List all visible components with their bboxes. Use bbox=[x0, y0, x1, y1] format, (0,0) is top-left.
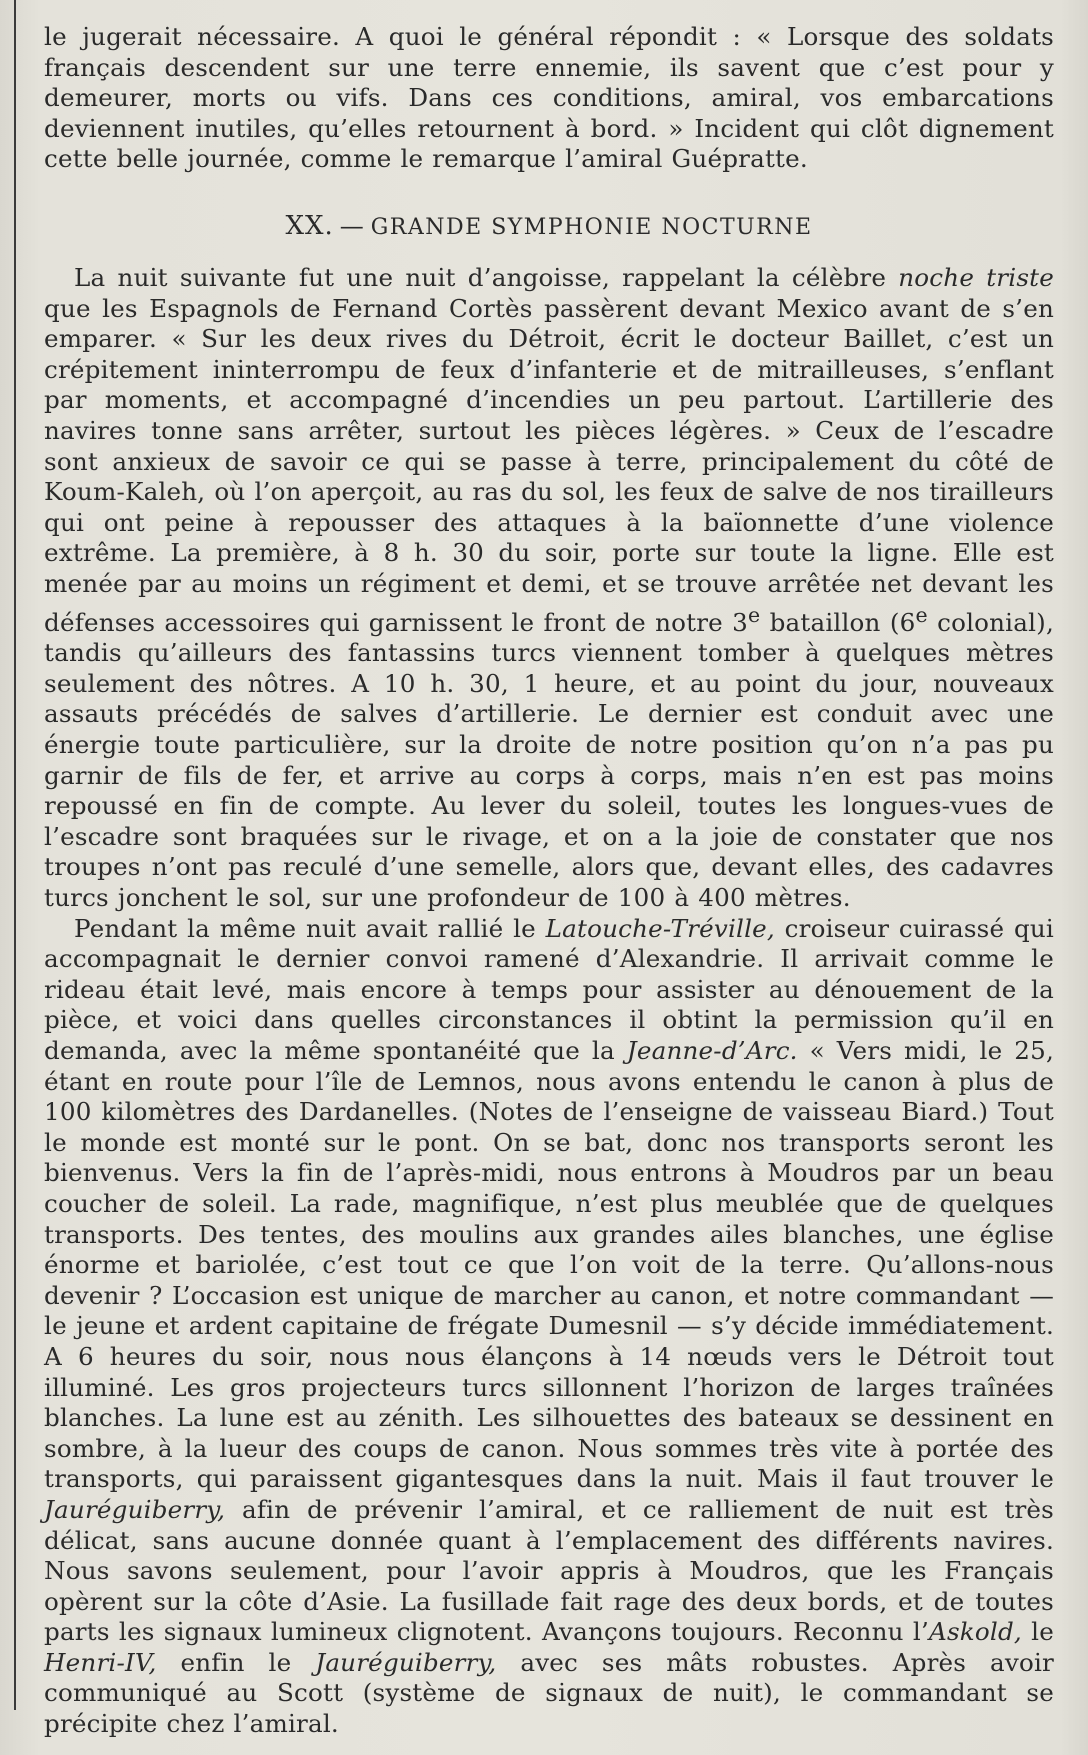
text-run: colonial), tandis qu’ailleurs des fantassins turcs viennent tomber à quelques mètres seulement des nôtres. A 10 h. 30, 1 heure, et au point du jour, nouveaux assauts précédés de salves d’artillerie. Le dernier est conduit avec une énergie toute particulière, sur la droite de notre position qu’on n’a pas pu garnir de fils de fer, et arrive au corps à corps, mais n’en est pas moins repoussé en fin de compte. Au lever du soleil, toutes les longues-vues de l’escadre sont braquées sur le rivage, et on a la joie de constater que nos troupes n’ont pas reculé d’une semelle, alors que, devant elles, des cadavres turcs jonchent le sol, sur une profondeur de 100 à 400 mètres. bbox=[44, 607, 1054, 913]
text-column bbox=[44, 22, 1054, 1740]
text-run: que les Espagnols de Fernand Cortès passèrent devant Mexico avant de s’en emparer. « Sur les deux rives du Détroit, écrit le docteur Baillet, c’est un crépitement ininterrompu de feux d’infanterie et de mitrailleuses, s’enflant par moments, et accompagné d’incendies un peu partout. L’artillerie des navires tonne sans arrêter, surtout les pièces légères. » Ceux de l’escadre sont anxieux de savoir ce qui se passe à terre, principalement du côté de Koum-Kaleh, où l’on aperçoit, au ras du sol, les feux de salve de nos tirailleurs qui ont peine à repousser des attaques à la baïonnette d’une violence extrême. La première, à 8 h. 30 du soir, porte sur toute la ligne. Elle est menée par au moins un régiment et demi, et se trouve arrêtée net devant les défenses accessoires qui garnissent le front de notre 3 bbox=[44, 293, 1054, 637]
text-run: croiseur cuirassé qui accompagnait le dernier convoi ramené d’Alexandrie. Il arrivait comme le rideau était levé, mais encore à temps pour assister au dénouement de la pièce, et voici dans quelles circonstances il obtint la permission qu’il en demanda, avec la même spontanéité que la bbox=[44, 913, 1054, 1065]
superscript: e bbox=[915, 602, 928, 627]
text-run: avec ses mâts robustes. Après avoir communiqué au Scott (système de signaux de nuit), le commandant se précipite chez l’amiral. bbox=[44, 1647, 1055, 1739]
italic-run: Askold, bbox=[929, 1617, 1022, 1647]
left-margin-rule bbox=[14, 0, 16, 1710]
text-run: afin de prévenir l’amiral, et ce ralliement de nuit est très délicat, sans aucune donnée quant à l’emplacement des différents navires. Nous savons seulement, pour l’avoir appris à Moudros, que les Français opèrent sur la côte d’Asie. La fusillade fait rage des deux bords, et de toutes parts les signaux lumineux clignotent. Avançons toujours. Reconnu l’ bbox=[44, 1494, 1054, 1647]
text-run: le bbox=[1021, 1617, 1054, 1647]
section-number: XX. bbox=[285, 210, 334, 241]
superscript: e bbox=[748, 602, 761, 627]
italic-run: Jeanne-d’Arc. bbox=[626, 1036, 798, 1065]
section-dash: — bbox=[339, 211, 365, 240]
text-run: bataillon (6 bbox=[760, 607, 916, 637]
section-title: GRANDE SYMPHONIE NOCTURNE bbox=[370, 214, 813, 240]
italic-run: Henri-IV, bbox=[44, 1647, 157, 1677]
text-run: Pendant la même nuit avait rallié le bbox=[74, 913, 546, 943]
italic-run: noche triste bbox=[898, 262, 1054, 292]
italic-run: Latouche-Tréville, bbox=[545, 913, 775, 943]
paragraph-night-of-anguish bbox=[44, 263, 1054, 914]
section-heading bbox=[44, 211, 1054, 241]
text-run: La nuit suivante fut une nuit d’angoisse, rappelant la célèbre bbox=[74, 262, 899, 292]
text-run: « Vers midi, le 25, étant en route pour l’île de Lemnos, nous avons entendu le canon à plus de 100 kilomètres des Dardanelles. (Notes de l’enseigne de vaisseau Biard.) Tout le monde est monté sur le pont. On se bat, donc nos transports seront les bienvenus. Vers la fin de l’après-midi, nous entrons à Moudros par un beau coucher de soleil. La rade, magnifique, n’est plus meublée que de quelques transports. Des tentes, des moulins aux grandes ailes blanches, une église énorme et bariolée, c’est tout ce que l’on voit de la terre. Qu’allons-nous devenir ? L’occasion est unique de marcher au canon, et notre commandant — le jeune et ardent capitaine de frégate Dumesnil — s’y décide immédiatement. A 6 heures du soir, nous nous élançons à 14 nœuds vers le Détroit tout illuminé. Les gros projecteurs turcs sillonnent l’horizon de larges traînées blanches. La lune est au zénith. Les silhouettes des bateaux se dessinent en sombre, à la lueur des coups de canon. Nous sommes très vite à portée des transports, qui paraissent gigantesques dans la nuit. Mais il faut trouver le bbox=[44, 1036, 1054, 1494]
paragraph-latouche-treville bbox=[44, 914, 1054, 1740]
italic-run: Jauréguiberry, bbox=[44, 1494, 226, 1524]
text-run: enfin le bbox=[156, 1647, 316, 1677]
italic-run: Jauréguiberry, bbox=[315, 1647, 497, 1677]
top-paragraph: le jugerait nécessaire. A quoi le général répondit : « Lorsque des soldats français descendent sur une terre ennemie, ils savent que c’est pour y demeurer, morts ou vifs. Dans ces conditions, amiral, vos embarcations deviennent inutiles, qu’elles retournent à bord. » Incident qui clôt dignement cette belle journée, comme le remarque l’amiral Guépratte. bbox=[44, 22, 1054, 174]
